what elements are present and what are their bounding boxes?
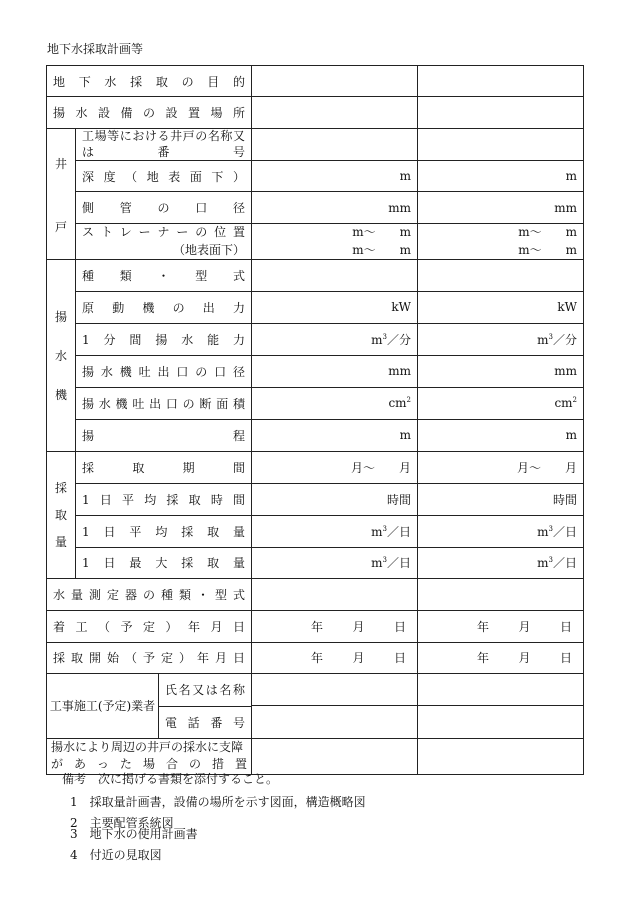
row-pump-type bbox=[47, 259, 584, 291]
cell-purpose-2[interactable] bbox=[418, 66, 584, 97]
cell-pump-capacity-1[interactable] bbox=[252, 323, 418, 355]
row-purpose bbox=[47, 66, 584, 97]
cell-well-pipe-2[interactable]: mm bbox=[418, 192, 584, 224]
date-month: 月 bbox=[518, 619, 531, 634]
cell-pump-head-1[interactable]: m bbox=[252, 419, 418, 451]
unit-tail: ／分 bbox=[387, 332, 412, 347]
label-start-intake: 採取開始（予定）年月日 bbox=[47, 642, 252, 673]
cell-motor-output-1[interactable]: kW bbox=[252, 291, 418, 323]
cell-strainer-1[interactable] bbox=[252, 224, 418, 260]
cell-meter-type-2[interactable] bbox=[418, 578, 584, 610]
cell-well-name-2[interactable] bbox=[418, 129, 584, 161]
cell-location-1[interactable] bbox=[252, 97, 418, 129]
row-start-intake bbox=[47, 642, 584, 673]
unit-cm: cm bbox=[554, 396, 573, 411]
cell-location-2[interactable] bbox=[418, 97, 584, 129]
date-day: 日 bbox=[393, 619, 406, 634]
row-motor-output bbox=[47, 291, 584, 323]
unit-m: m bbox=[537, 524, 549, 539]
cell-well-name-1[interactable] bbox=[252, 129, 418, 161]
cell-well-pipe-1[interactable]: mm bbox=[252, 192, 418, 224]
row-outlet-diameter bbox=[47, 355, 584, 387]
contractor-block bbox=[47, 673, 252, 738]
row-daily-hours bbox=[47, 483, 584, 515]
label-well-depth: 深度（地表面下） bbox=[76, 161, 252, 192]
row-daily-max bbox=[47, 547, 584, 578]
cell-daily-avg-2[interactable] bbox=[418, 515, 584, 547]
label-outlet-area: 揚水機吐出口の断面積 bbox=[76, 387, 252, 419]
unit-tail: ／分 bbox=[553, 332, 578, 347]
label-pump-type: 種類・型式 bbox=[76, 259, 252, 291]
cell-start-intake-2[interactable] bbox=[418, 642, 584, 673]
unit-tail: ／日 bbox=[553, 524, 578, 539]
cell-daily-hours-2[interactable]: 時間 bbox=[418, 483, 584, 515]
label-impact-line-2: があった場合の措置 bbox=[51, 757, 248, 772]
label-strainer-line-2: （地表面下） bbox=[173, 242, 246, 257]
label-impact-line-1: 揚水により周辺の井戸の採水に支障 bbox=[51, 739, 244, 754]
cell-motor-output-2[interactable]: kW bbox=[418, 291, 584, 323]
unit-m: m bbox=[537, 332, 549, 347]
notes-header: 備考 次に掲げる書類を添付すること。 bbox=[62, 772, 279, 786]
unit-m: m bbox=[371, 332, 383, 347]
strainer-range-1a: m〜 m bbox=[352, 225, 412, 240]
cell-meter-type-1[interactable] bbox=[252, 578, 418, 610]
cell-outlet-area-1[interactable] bbox=[252, 387, 418, 419]
group-intake-char-2: 取 bbox=[54, 508, 67, 523]
cell-intake-period-2[interactable]: 月〜 月 bbox=[418, 451, 584, 483]
label-contractor: 工事施工(予定)業者 bbox=[47, 674, 159, 738]
label-well-name: 工場等における井戸の名称又は番号 bbox=[76, 129, 252, 161]
cell-start-intake-1[interactable] bbox=[252, 642, 418, 673]
row-outlet-area bbox=[47, 387, 584, 419]
label-intake-period: 採取期間 bbox=[76, 451, 252, 483]
cell-well-depth-2[interactable]: m bbox=[418, 161, 584, 192]
label-location: 揚水設備の設置場所 bbox=[47, 97, 252, 129]
date-year: 年 bbox=[477, 619, 490, 634]
row-contractor-name bbox=[47, 673, 584, 706]
date-year: 年 bbox=[311, 619, 324, 634]
unit-sup: 2 bbox=[572, 396, 578, 405]
cell-pump-head-2[interactable]: m bbox=[418, 419, 584, 451]
row-intake-period bbox=[47, 451, 584, 483]
cell-purpose-1[interactable] bbox=[252, 66, 418, 97]
strainer-range-2b: m〜 m bbox=[518, 242, 578, 257]
group-intake-char-3: 量 bbox=[54, 535, 67, 550]
group-pump-char-1: 揚 bbox=[54, 309, 67, 324]
group-pump-char-3: 機 bbox=[54, 387, 67, 402]
label-contractor-phone-text: 電話番号 bbox=[165, 715, 246, 730]
date-year: 年 bbox=[311, 651, 324, 666]
group-intake-char-1: 採 bbox=[54, 481, 67, 496]
unit-m: m bbox=[371, 556, 383, 571]
row-impact bbox=[47, 738, 584, 774]
row-daily-avg bbox=[47, 515, 584, 547]
cell-outlet-diameter-1[interactable]: mm bbox=[252, 355, 418, 387]
unit-tail: ／日 bbox=[387, 524, 412, 539]
label-outlet-diameter: 揚水機吐出口の口径 bbox=[76, 355, 252, 387]
group-well-char-2: 戸 bbox=[54, 219, 67, 234]
row-strainer bbox=[47, 224, 584, 260]
date-day: 日 bbox=[559, 651, 572, 666]
row-well-depth bbox=[47, 161, 584, 192]
cell-contractor-name-1[interactable] bbox=[252, 673, 418, 706]
label-pump-capacity: 1分間揚水能力 bbox=[76, 323, 252, 355]
cell-daily-avg-1[interactable] bbox=[252, 515, 418, 547]
cell-strainer-2[interactable] bbox=[418, 224, 584, 260]
notes-item-3: 3 地下水の使用計画書 bbox=[70, 827, 198, 841]
unit-cm: cm bbox=[388, 396, 407, 411]
group-well bbox=[47, 129, 76, 260]
cell-pump-type-1[interactable] bbox=[252, 259, 418, 291]
label-contractor-name-text: 氏名又は名称 bbox=[165, 683, 246, 698]
cell-outlet-area-2[interactable] bbox=[418, 387, 584, 419]
label-contractor-phone bbox=[159, 707, 251, 738]
row-pump-head bbox=[47, 419, 584, 451]
row-location bbox=[47, 97, 584, 129]
date-day: 日 bbox=[393, 651, 406, 666]
date-day: 日 bbox=[559, 619, 572, 634]
strainer-range-1b: m〜 m bbox=[352, 242, 412, 257]
cell-daily-hours-1[interactable]: 時間 bbox=[252, 483, 418, 515]
unit-tail: ／日 bbox=[387, 556, 412, 571]
cell-impact-2[interactable] bbox=[418, 738, 584, 774]
group-well-char-1: 井 bbox=[54, 156, 67, 171]
cell-pump-capacity-2[interactable] bbox=[418, 323, 584, 355]
unit-sup: 3 bbox=[382, 332, 387, 341]
cell-pump-type-2[interactable] bbox=[418, 259, 584, 291]
row-well-pipe bbox=[47, 192, 584, 224]
row-well-name bbox=[47, 129, 584, 161]
cell-start-work-1[interactable] bbox=[252, 610, 418, 642]
water-intake-plan-table bbox=[46, 65, 584, 775]
unit-sup: 3 bbox=[382, 524, 387, 533]
label-start-work: 着工（予定）年月日 bbox=[47, 610, 252, 642]
group-pump-char-2: 水 bbox=[54, 348, 67, 363]
cell-contractor-phone-1[interactable] bbox=[252, 706, 418, 739]
row-meter-type bbox=[47, 578, 584, 610]
unit-tail: ／日 bbox=[553, 556, 578, 571]
label-contractor-name bbox=[159, 674, 251, 707]
label-motor-output: 原動機の出力 bbox=[76, 291, 252, 323]
label-purpose: 地下水採取の目的 bbox=[47, 66, 252, 97]
unit-sup: 3 bbox=[548, 524, 553, 533]
label-well-pipe: 側管の口径 bbox=[76, 192, 252, 224]
unit-sup: 3 bbox=[382, 556, 387, 565]
date-month: 月 bbox=[352, 619, 365, 634]
unit-sup: 3 bbox=[548, 332, 553, 341]
label-strainer bbox=[76, 224, 252, 260]
unit-m: m bbox=[371, 524, 383, 539]
group-pump bbox=[47, 259, 76, 451]
cell-impact-1[interactable] bbox=[252, 738, 418, 774]
cell-daily-max-2[interactable] bbox=[418, 547, 584, 578]
form-title: 地下水採取計画等 bbox=[47, 42, 144, 56]
label-meter-type: 水量測定器の種類・型式 bbox=[47, 578, 252, 610]
unit-sup: 2 bbox=[406, 396, 412, 405]
notes-item-1: 1 採取量計画書，設備の場所を示す図面，構造概略図 bbox=[70, 795, 366, 809]
cell-contractor-phone-2[interactable] bbox=[418, 706, 584, 739]
unit-sup: 3 bbox=[548, 556, 553, 565]
notes-item-4: 4 付近の見取図 bbox=[70, 848, 162, 862]
label-daily-avg: 1日平均採取量 bbox=[76, 515, 252, 547]
notes-item-2: 2 主要配管系統図 bbox=[70, 816, 174, 830]
group-intake bbox=[47, 451, 76, 578]
cell-outlet-diameter-2[interactable]: mm bbox=[418, 355, 584, 387]
date-month: 月 bbox=[352, 651, 365, 666]
label-daily-hours: 1日平均採取時間 bbox=[76, 483, 252, 515]
cell-daily-max-1[interactable] bbox=[252, 547, 418, 578]
cell-contractor-name-2[interactable] bbox=[418, 673, 584, 706]
unit-m: m bbox=[537, 556, 549, 571]
row-pump-capacity bbox=[47, 323, 584, 355]
date-month: 月 bbox=[518, 651, 531, 666]
label-daily-max: 1日最大採取量 bbox=[76, 547, 252, 578]
label-strainer-line-1: ストレーナーの位置 bbox=[82, 225, 246, 240]
label-pump-head: 揚程 bbox=[76, 419, 252, 451]
cell-start-work-2[interactable] bbox=[418, 610, 584, 642]
strainer-range-2a: m〜 m bbox=[518, 225, 578, 240]
date-year: 年 bbox=[477, 651, 490, 666]
label-impact bbox=[47, 738, 252, 774]
row-start-work bbox=[47, 610, 584, 642]
cell-well-depth-1[interactable]: m bbox=[252, 161, 418, 192]
cell-intake-period-1[interactable]: 月〜 月 bbox=[252, 451, 418, 483]
